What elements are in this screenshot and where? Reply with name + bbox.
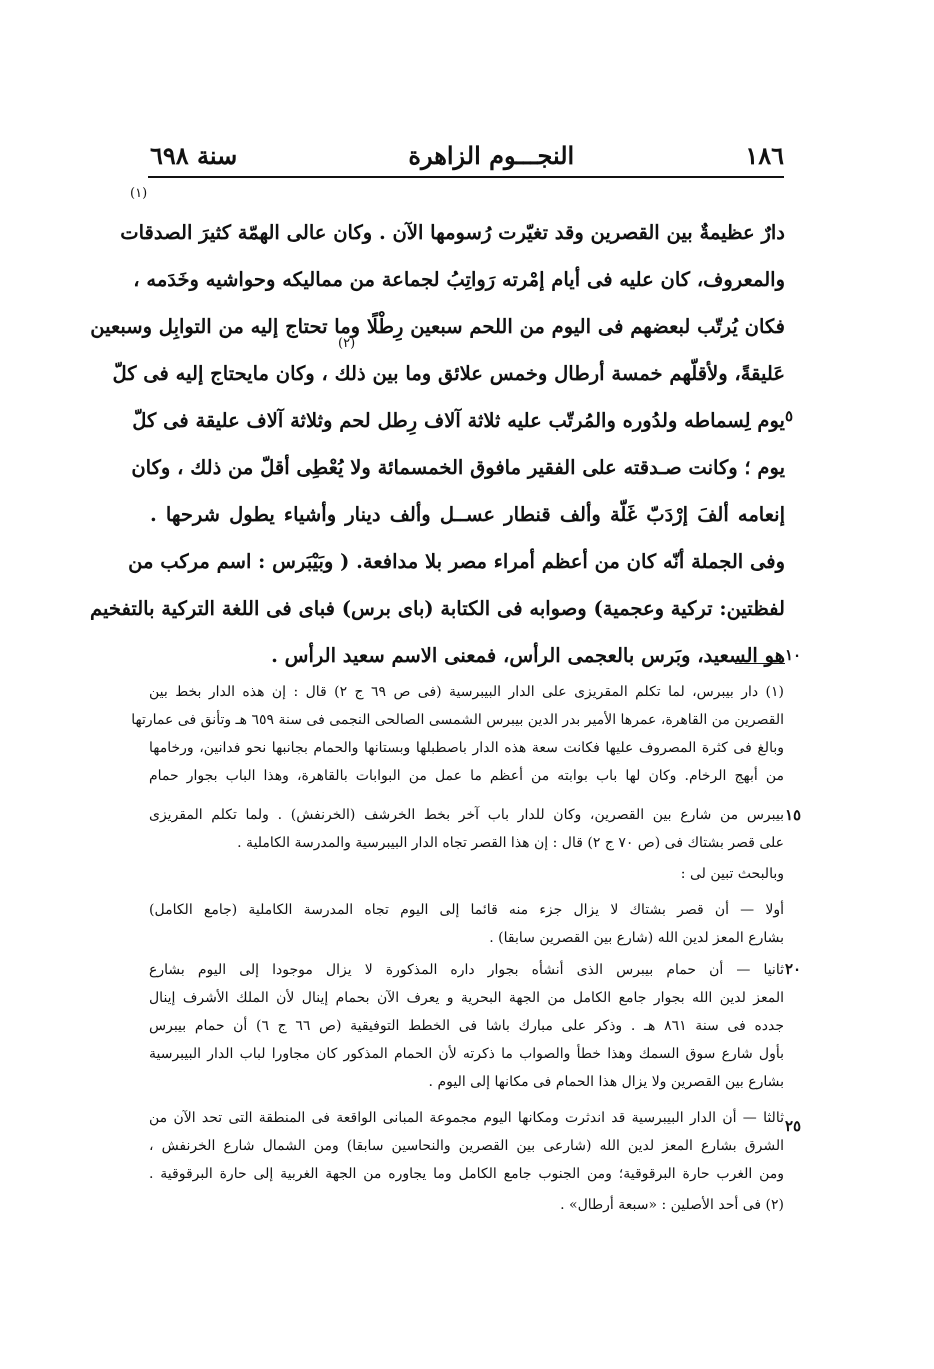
footnote-line: المعز لدين الله بجوار جامع الكامل من الجهة البحرية و يعرف الآن بحمام إينال لأن الملك الأشرف إينال: [149, 990, 784, 1006]
page-header: [150, 135, 784, 175]
footnote-marker-2: (٢): [338, 336, 356, 351]
footnote-line: وبالبحث تبين لى :: [680, 866, 784, 882]
header-rule: [148, 176, 784, 178]
footnote-line: القصرين من القاهرة، عمرها الأمير بدر الدين بيبرس الشمسى الصالحى النجمى فى سنة ٦٥٩ هـ وتأنق فى عمارتها: [131, 712, 784, 728]
footnote-line: بشارع المعز لدين الله (شارع بين القصرين سابقا) .: [489, 930, 784, 946]
main-line: دارٌ عظيمةٌ بين القصرين وقد تغيّرت رُسومها الآن . وكان عالى الهمّة كثيرَ الصدقات: [120, 221, 785, 244]
main-line: لفظتين: تركية وعجمية) وصوابه فى الكتابة (باى برس) فباى فى اللغة التركية بالتفخيم: [90, 597, 785, 620]
line-number-15: ١٥: [785, 806, 802, 824]
footnote-line: (٢) فى أحد الأصلين : «سبعة أرطال» .: [560, 1197, 784, 1213]
footnote-line: الشرق بشارع المعز لدين الله (شارعى بين القصرين والنحاسين سابقا) ومن الشمال شارع الخرنفش ،: [149, 1138, 784, 1154]
footnote-line: وبالغ فى كثرة المصروف عليها فكانت سعة هذه الدار باصطبلها وبستانها والحمام بجانبها نحو فدانين، ورخامها: [149, 740, 784, 756]
footnote-line: جدده فى سنة ٨٦١ هـ . وذكر على مبارك باشا فى الخطط التوفيقية (ص ٦٦ ج ٦) أن حمام بيبرس: [149, 1018, 785, 1034]
main-line: فكان يُرتّب لبعضهم فى اليوم من اللحم سبعين رِطْلًا وما تحتاج إليه من التوابِل وسبعين: [90, 315, 785, 338]
line-number-10: ١٠: [785, 646, 802, 664]
footnote-separator: [735, 663, 785, 664]
main-line: يوم لِسماطه ولدُوره والمُرتّب عليه ثلاثة آلاف رِطل لحم وثلاثة آلاف عليقة فى كلّ: [132, 409, 785, 432]
main-line: يوم ؛ وكانت صـدقته على الفقير مافوق الخمسمائة ولا يُعْطِى أقلّ من ذلك ، وكان: [131, 456, 785, 479]
page-number: ١٨٦: [745, 140, 784, 170]
main-line: إنعامه ألفَ إرْدَبّ غَلّة وألف قنطار عســل وألف دينار وأشياء يطول شرحها .: [150, 503, 785, 526]
line-number-25: ٢٥: [785, 1117, 802, 1135]
footnote-line: بشارع بين القصرين ولا يزال هذا الحمام فى مكانها إلى اليوم .: [428, 1074, 784, 1090]
line-number-20: ٢٠: [785, 960, 802, 978]
year-label: سنة ٦٩٨: [150, 140, 238, 170]
footnote-line: ثالثا — أن الدار البيبرسية قد اندثرت ومكانها اليوم مجموعة المبانى الواقعة فى المنطقة التى تحد الآن من: [149, 1110, 784, 1126]
main-line: هو السعيد، وبَرس بالعجمى الرأس، فمعنى الاسم سعيد الرأس .: [271, 644, 785, 667]
footnote-line: أولا — أن قصر بشتاك لا يزال جزء منه قائما إلى اليوم تجاه المدرسة الكاملية (جامع الكامل): [149, 902, 784, 918]
main-line: والمعروف، كان عليه فى أيام إمْرته رَواتِبُ لجماعة من مماليكه وحواشيه وخَدَمه ،: [133, 268, 785, 291]
footnote-line: ومن الغرب حارة البرقوقية؛ ومن الجنوب جامع الكامل وما يجاوره من الجهة الغربية إلى حارة البرقوقية .: [149, 1166, 784, 1182]
footnote-marker-1: (١): [130, 186, 148, 201]
footnote-line: على قصر بشتاك فى (ص ٧٠ ج ٢) قال : إن هذا القصر تجاه الدار البيبرسية والمدرسة الكاملية .: [237, 835, 784, 851]
running-title: النجـــوم الزاهرة: [408, 140, 575, 170]
line-number-5: ٥: [785, 407, 794, 425]
footnote-line: من أبهج الرخام. وكان لها باب بوابته من أعظم ما عمل من البوابات بالقاهرة، وهذا الباب بجوار حمام: [149, 768, 784, 784]
footnote-line: ثانيا — أن حمام بيبرس الذى أنشأه بجوار داره المذكورة لا يزال موجودا إلى اليوم بشارع: [149, 962, 784, 978]
main-line: وفى الجملة أنّه كان من أعظم أمراء مصر بلا مدافعة. ( وبَيْبَرس : اسم مركب من: [128, 550, 785, 573]
main-line: عَليقةً، ولأقلّهم خمسة أرطال وخمس علائق وما بين ذلك ، وكان مايحتاج إليه فى كلّ: [112, 362, 785, 385]
footnote-line: بأول شارع سوق السمك وهذا خطأ والصواب ما ذكرته لأن الحمام المذكور كان مجاورا لباب الدار البيبرسية: [149, 1046, 784, 1062]
footnote-line: (١) دار بيبرس، لما تكلم المقريزى على الدار البيبرسية (فى ص ٦٩ ج ٢) قال : إن هذه الدار بخط بين: [149, 684, 784, 700]
footnote-line: بيبرس من شارع بين القصرين، وكان للدار باب آخر بخط الخرشف (الخرنفش) . ولما تكلم المقريزى: [149, 807, 784, 823]
